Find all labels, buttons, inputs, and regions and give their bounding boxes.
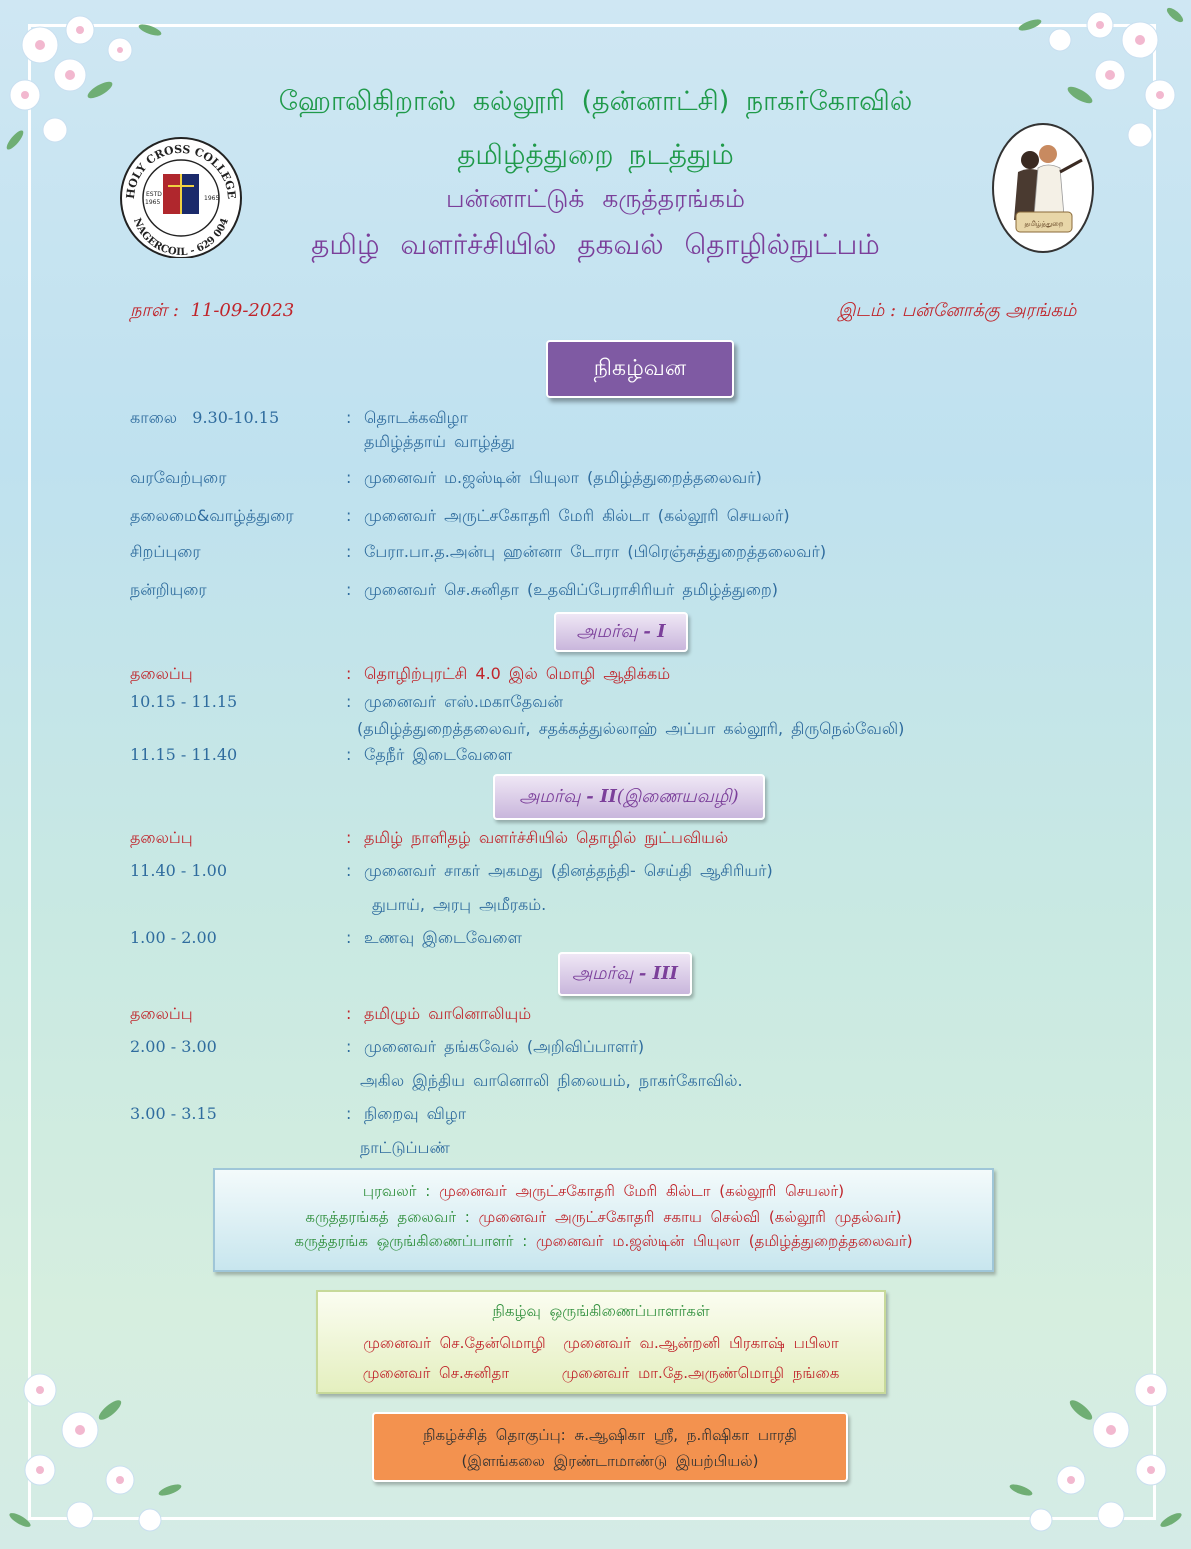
- colon: :: [346, 928, 352, 947]
- venue-value: பன்னோக்கு அரங்கம்: [901, 300, 1077, 321]
- colon: :: [346, 542, 352, 561]
- college-name: ஹோலிகிறாஸ் கல்லூரி (தன்னாட்சி) நாகர்கோவில்: [278, 86, 913, 117]
- session-2-speaker-place: துபாய், அரபு அமீரகம்.: [372, 895, 547, 914]
- session-2-time: 11.40 - 1.00: [130, 861, 228, 880]
- seminar-theme: தமிழ் வளர்ச்சியில் தகவல் தொழில்நுட்பம்: [311, 228, 880, 261]
- lunch-break: உணவு இடைவேளை: [364, 928, 522, 947]
- event-coordinators-row-2: முனைவர் செ.சுனிதா முனைவர் மா.தே.அருண்மொழி நங்கை: [362, 1364, 840, 1382]
- flower-cluster-bottom-left-icon: [0, 1350, 200, 1549]
- colon: :: [346, 1037, 352, 1056]
- colon: :: [346, 861, 352, 880]
- seminar-type: பன்னாட்டுக் கருத்தரங்கம்: [446, 184, 745, 213]
- session-3-speaker: முனைவர் தங்கவேல் (அறிவிப்பாளர்): [364, 1037, 645, 1056]
- department-line: தமிழ்த்துறை நடத்தும்: [457, 138, 734, 171]
- colon: :: [346, 664, 352, 683]
- session-1-time: 10.15 - 11.15: [130, 692, 238, 711]
- seminar-head-line: கருத்தரங்கத் தலைவர் : முனைவர் அருட்சகோதரி சகாய செல்வி (கல்லூரி முதல்வர்): [305, 1208, 902, 1226]
- session-3-title: அமர்வு - III: [558, 952, 692, 996]
- date-line: [130, 300, 294, 323]
- session-2-topic: தமிழ் நாளிதழ் வளர்ச்சியில் தொழில் நுட்பவியல்: [364, 828, 729, 847]
- national-anthem: நாட்டுப்பண்: [360, 1138, 450, 1157]
- opening-label: காலை 9.30-10.15: [130, 408, 280, 427]
- date-label: நாள் :: [130, 300, 179, 321]
- colon: :: [346, 580, 352, 599]
- flower-cluster-bottom-right-icon: [991, 1350, 1191, 1549]
- session-2-speaker: முனைவர் சாகர் அகமது (தினத்தந்தி- செய்தி ஆசிரியர்): [364, 861, 773, 880]
- lunch-break-time: 1.00 - 2.00: [130, 928, 217, 947]
- opening-line-1: தொடக்கவிழா: [364, 408, 468, 427]
- session-1-topic-label: தலைப்பு: [130, 664, 193, 683]
- special-address-label: சிறப்புரை: [130, 542, 201, 561]
- colon: :: [346, 1104, 352, 1123]
- patrons-box: [213, 1168, 994, 1272]
- logo-year-right: 1965: [204, 195, 220, 202]
- special-address-speaker: பேரா.பா.த.அன்பு ஹன்னா டோரா (பிரெஞ்சுத்துறைத்தலைவர்): [364, 542, 827, 561]
- colon: :: [346, 828, 352, 847]
- colon: :: [346, 692, 352, 711]
- session-1-speaker-desc: (தமிழ்த்துறைத்தலைவர், சதக்கத்துல்லாஹ் அப்பா கல்லூரி, திருநெல்வேலி): [357, 719, 905, 738]
- compere-box: [372, 1412, 848, 1482]
- tea-break: தேநீர் இடைவேளை: [364, 745, 513, 764]
- session-3-time: 2.00 - 3.00: [130, 1037, 217, 1056]
- patron-line: புரவலர் : முனைவர் அருட்சகோதரி மேரி கில்டா (கல்லூரி செயலர்): [362, 1182, 845, 1200]
- compere-line-2: (இளங்கலை இரண்டாமாண்டு இயற்பியல்): [461, 1452, 759, 1470]
- logo-estd: ESTD: [146, 191, 162, 198]
- session-2-title: அமர்வு - II(இணையவழி): [493, 774, 765, 820]
- session-1-topic: தொழிற்புரட்சி 4.0 இல் மொழி ஆதிக்கம்: [364, 664, 671, 683]
- event-coordinators-box: [316, 1290, 886, 1394]
- closing-ceremony: நிறைவு விழா: [364, 1104, 467, 1123]
- colon: :: [346, 1004, 352, 1023]
- welcome-speaker: முனைவர் ம.ஜஸ்டின் பியுலா (தமிழ்த்துறைத்தலைவர்): [364, 468, 762, 487]
- venue-label: இடம் :: [838, 300, 897, 321]
- presidential-speaker: முனைவர் அருட்சகோதரி மேரி கில்டா (கல்லூரி செயலர்): [364, 506, 790, 525]
- right-logo-caption: தமிழ்த்துறை: [1024, 220, 1064, 228]
- session-3-topic-label: தலைப்பு: [130, 1004, 193, 1023]
- event-coordinators-row-1: முனைவர் செ.தேன்மொழி முனைவர் வ.ஆன்றனி பிரகாஷ் பபிலா: [363, 1334, 839, 1352]
- closing-time: 3.00 - 3.15: [130, 1104, 217, 1123]
- colon: :: [346, 745, 352, 764]
- session-3-speaker-place: அகில இந்திய வானொலி நிலையம், நாகர்கோவில்.: [360, 1071, 743, 1090]
- session-1-speaker: முனைவர் எஸ்.மகாதேவன்: [364, 692, 564, 711]
- logo-bottom-text: NAGERCOIL - 629 004: [130, 216, 232, 258]
- colon: :: [346, 408, 352, 427]
- tea-break-time: 11.15 - 11.40: [130, 745, 238, 764]
- session-2-topic-label: தலைப்பு: [130, 828, 193, 847]
- vote-of-thanks-speaker: முனைவர் செ.சுனிதா (உதவிப்பேராசிரியர் தமிழ்த்துறை): [364, 580, 779, 599]
- welcome-label: வரவேற்புரை: [130, 468, 227, 487]
- presidential-label: தலைமை&வாழ்த்துரை: [130, 506, 294, 525]
- logo-top-text: HOLY CROSS COLLEGE: [123, 142, 239, 200]
- session-3-topic: தமிழும் வானொலியும்: [364, 1004, 532, 1023]
- date-value: 11-09-2023: [190, 300, 295, 321]
- session-1-title: அமர்வு - I: [554, 612, 688, 652]
- opening-line-2: தமிழ்த்தாய் வாழ்த்து: [364, 432, 515, 451]
- colon: :: [346, 468, 352, 487]
- seminar-coordinator-line: கருத்தரங்க ஒருங்கிணைப்பாளர் : முனைவர் ம.ஜஸ்டின் பியுலா (தமிழ்த்துறைத்தலைவர்): [294, 1232, 913, 1250]
- logo-year-left: 1965: [145, 199, 161, 206]
- vote-of-thanks-label: நன்றியுரை: [130, 580, 207, 599]
- programme-title: நிகழ்வன: [546, 340, 734, 398]
- venue-line: [838, 300, 1077, 323]
- event-coordinators-title: நிகழ்வு ஒருங்கிணைப்பாளர்கள்: [492, 1302, 710, 1320]
- colon: :: [346, 506, 352, 525]
- compere-line-1: நிகழ்ச்சித் தொகுப்பு: சு.ஆஷிகா ஸ்ரீ, ந.ரிஷிகா பாரதி: [423, 1426, 797, 1444]
